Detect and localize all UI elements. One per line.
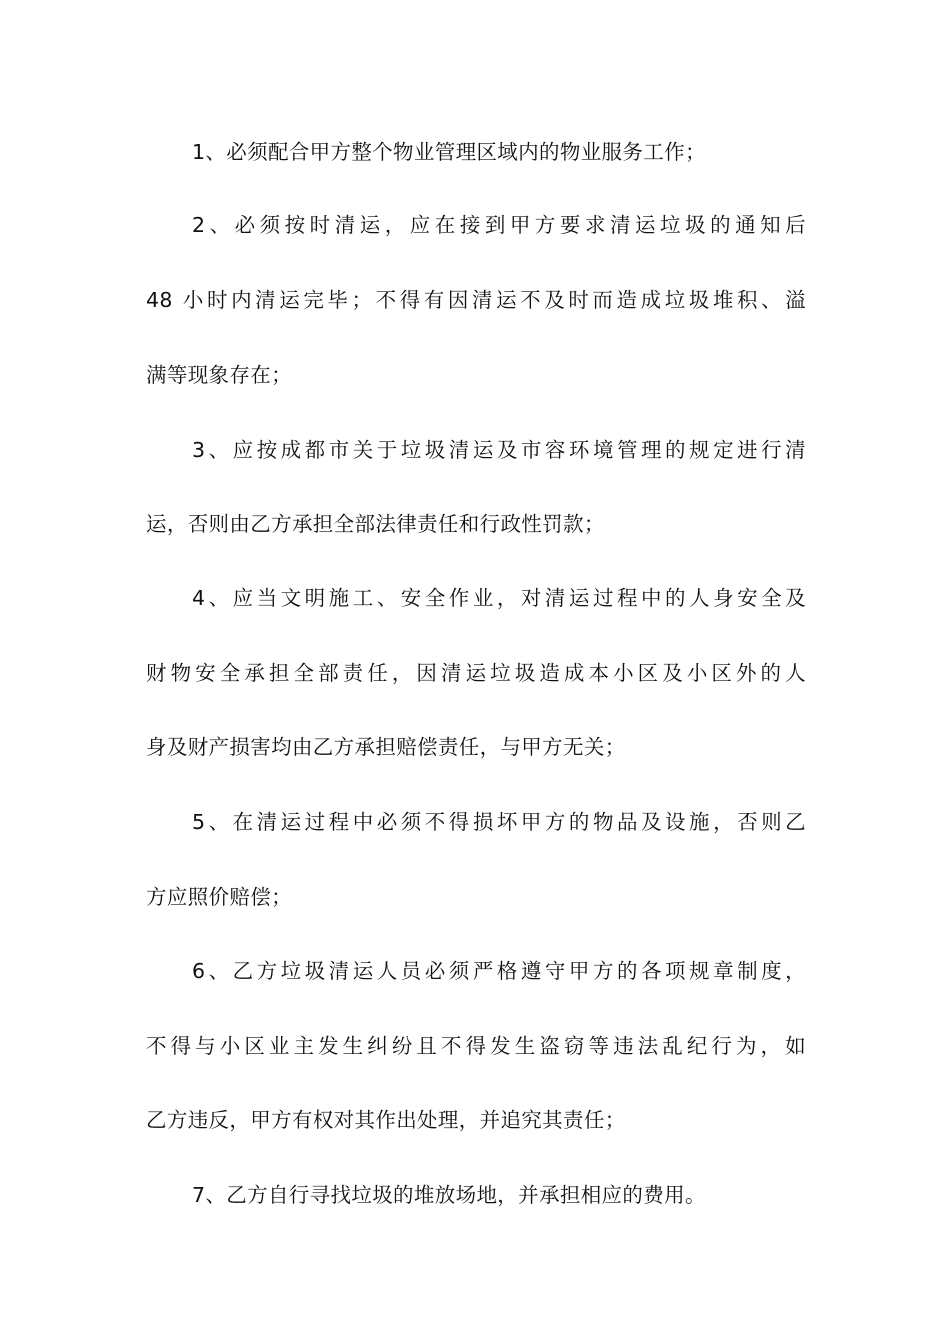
text-line: 4、应当文明施工、安全作业，对清运过程中的人身安全及 [192, 586, 806, 610]
text-line: 满等现象存在； [146, 363, 292, 387]
text-line: 乙方违反，甲方有权对其作出处理，并追究其责任； [146, 1108, 626, 1132]
text-line: 5、在清运过程中必须不得损坏甲方的物品及设施，否则乙 [192, 810, 806, 834]
text-line: 财物安全承担全部责任，因清运垃圾造成本小区及小区外的人 [146, 661, 806, 685]
text-line: 7、乙方自行寻找垃圾的堆放场地，并承担相应的费用。 [192, 1183, 706, 1207]
text-line: 不得与小区业主发生纠纷且不得发生盗窃等违法乱纪行为，如 [146, 1034, 806, 1058]
text-line: 运，否则由乙方承担全部法律责任和行政性罚款； [146, 512, 605, 536]
text-line: 48 小时内清运完毕；不得有因清运不及时而造成垃圾堆积、溢 [146, 288, 806, 312]
text-line: 6、乙方垃圾清运人员必须严格遵守甲方的各项规章制度， [192, 959, 806, 983]
text-line: 2、必须按时清运，应在接到甲方要求清运垃圾的通知后 [192, 213, 806, 237]
text-line: 3、应按成都市关于垃圾清运及市容环境管理的规定进行清 [192, 438, 806, 462]
text-line: 身及财产损害均由乙方承担赔偿责任，与甲方无关； [146, 735, 626, 759]
text-line: 方应照价赔偿； [146, 885, 292, 909]
text-line: 1、必须配合甲方整个物业管理区域内的物业服务工作； [192, 140, 706, 164]
